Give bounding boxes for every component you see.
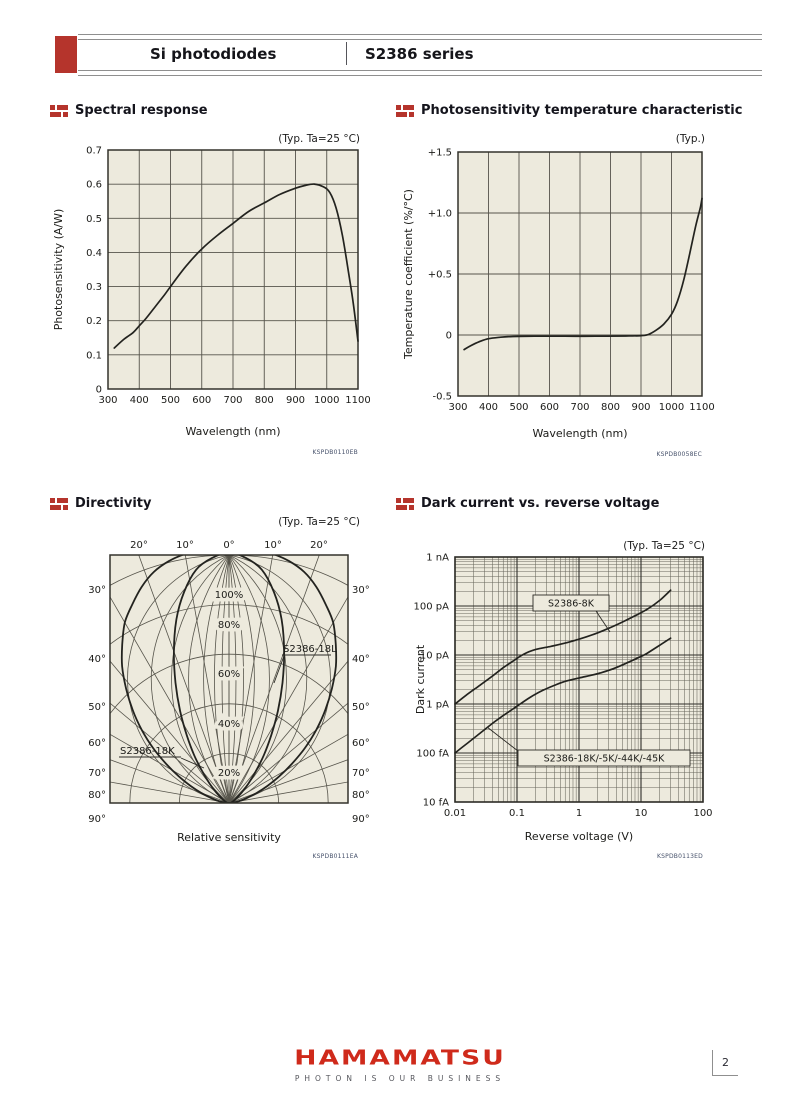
spectral-response-xlabel: Wavelength (nm) [185, 425, 281, 438]
section-bullet-icon [396, 498, 414, 510]
condition-label: (Typ. Ta=25 °C) [623, 540, 705, 552]
svg-text:800: 800 [600, 402, 621, 413]
radial-percent-label: 100% [214, 590, 244, 601]
header-rule-bottom [78, 70, 762, 76]
spectral-response-ylabel: Photosensitivity (A/W) [52, 208, 65, 331]
svg-text:80°: 80° [352, 790, 370, 801]
svg-text:1: 1 [575, 808, 583, 819]
svg-text:0.4: 0.4 [86, 247, 102, 259]
directivity-xlabel: Relative sensitivity [177, 831, 281, 844]
temperature-coefficient-xlabel: Wavelength (nm) [532, 427, 628, 440]
directivity-svg [78, 535, 378, 865]
svg-text:300: 300 [448, 402, 468, 413]
svg-text:30°: 30° [352, 585, 370, 596]
figure-code: KSPDB0058EC [656, 451, 702, 458]
svg-text:100 pA: 100 pA [413, 601, 449, 613]
svg-text:10°: 10° [176, 540, 194, 551]
svg-text:1100: 1100 [345, 395, 370, 406]
svg-text:800: 800 [254, 395, 274, 406]
directivity-chart [78, 535, 378, 869]
S2386-18K/-5K/-44K/-45K-label: S2386-18K/-5K/-44K/-45K [543, 753, 665, 765]
svg-text:50°: 50° [352, 702, 370, 713]
svg-text:30°: 30° [88, 585, 106, 596]
section-title: Spectral response [75, 103, 208, 118]
svg-text:1 nA: 1 nA [426, 552, 449, 564]
svg-text:0: 0 [95, 384, 102, 396]
svg-text:1000: 1000 [314, 395, 340, 406]
S2386-18L-label: S2386-18L [283, 644, 337, 655]
svg-text:700: 700 [570, 402, 590, 413]
logo-tagline: PHOTON IS OUR BUSINESS [294, 1074, 506, 1083]
svg-text:100: 100 [693, 808, 713, 819]
radial-percent-label: 80% [217, 620, 241, 631]
svg-text:1000: 1000 [658, 402, 685, 413]
svg-text:40°: 40° [88, 654, 106, 665]
svg-text:300: 300 [98, 395, 118, 406]
svg-text:90°: 90° [352, 814, 370, 825]
svg-text:0.7: 0.7 [86, 145, 102, 157]
svg-text:90°: 90° [88, 814, 106, 825]
svg-text:80°: 80° [88, 790, 106, 801]
svg-text:0.1: 0.1 [86, 350, 102, 362]
svg-text:70°: 70° [352, 768, 370, 779]
section-heading-temperature [396, 103, 742, 118]
svg-text:+0.5: +0.5 [427, 269, 452, 281]
radial-percent-label: 20% [217, 768, 241, 779]
svg-text:+1.5: +1.5 [427, 147, 452, 159]
figure-code: KSPDB0113ED [657, 853, 703, 860]
dark-current-svg [410, 535, 720, 865]
svg-text:400: 400 [478, 402, 499, 413]
svg-text:0.01: 0.01 [443, 808, 467, 819]
svg-text:500: 500 [160, 395, 181, 406]
page-number: 2 [712, 1050, 738, 1076]
header-red-block [55, 36, 77, 73]
svg-text:0.2: 0.2 [86, 316, 102, 328]
section-bullet-icon [396, 105, 414, 117]
figure-code: KSPDB0110EB [312, 449, 358, 456]
section-heading-directivity [50, 496, 151, 511]
svg-text:10°: 10° [264, 540, 282, 551]
svg-text:1100: 1100 [689, 402, 715, 413]
S2386-18K-label: S2386-18K [120, 746, 175, 757]
dark-current-ylabel: Dark current [414, 644, 427, 715]
temperature-characteristic-chart [390, 140, 720, 474]
svg-text:1 pA: 1 pA [426, 699, 449, 711]
svg-text:0°: 0° [223, 540, 235, 551]
svg-text:600: 600 [539, 402, 560, 413]
svg-text:70°: 70° [88, 768, 106, 779]
svg-text:+1.0: +1.0 [427, 208, 452, 220]
section-heading-dark-current [396, 496, 659, 511]
svg-text:20°: 20° [310, 540, 328, 551]
spectral-response-chart [40, 140, 370, 474]
svg-text:400: 400 [129, 395, 149, 406]
dark-current-xlabel: Reverse voltage (V) [524, 830, 634, 843]
svg-text:100 fA: 100 fA [416, 748, 449, 760]
svg-text:50°: 50° [88, 702, 106, 713]
header-divider [346, 42, 347, 65]
svg-text:0.1: 0.1 [509, 808, 525, 819]
svg-text:0.3: 0.3 [86, 282, 102, 294]
header-rule-top [78, 34, 762, 40]
dark-current-chart [410, 535, 720, 869]
section-heading-spectral-response [50, 103, 208, 118]
header-product-name: Si photodiodes [150, 45, 277, 63]
svg-text:900: 900 [285, 395, 306, 406]
S2386-8K-label: S2386-8K [548, 598, 594, 610]
svg-text:900: 900 [631, 402, 651, 413]
svg-text:600: 600 [192, 395, 212, 406]
hamamatsu-logo: HAMAMATSU [294, 1046, 506, 1070]
svg-text:60°: 60° [88, 738, 106, 749]
svg-text:10 fA: 10 fA [422, 797, 449, 809]
svg-text:40°: 40° [352, 654, 370, 665]
section-title: Photosensitivity temperature characteristic [421, 103, 743, 118]
svg-text:0.6: 0.6 [86, 179, 102, 191]
radial-percent-label: 40% [217, 719, 241, 730]
radial-percent-label: 60% [217, 669, 241, 680]
temperature-coefficient-svg [390, 140, 720, 470]
condition-label: (Typ. Ta=25 °C) [278, 133, 360, 145]
section-title: Directivity [75, 496, 152, 511]
figure-code: KSPDB0111EA [312, 853, 358, 860]
svg-text:60°: 60° [352, 738, 370, 749]
spectral-response-svg [40, 140, 370, 470]
section-title: Dark current vs. reverse voltage [421, 496, 660, 511]
header-series-name: S2386 series [365, 45, 474, 63]
svg-text:0.5: 0.5 [86, 213, 102, 225]
svg-text:500: 500 [509, 402, 529, 413]
section-bullet-icon [50, 498, 68, 510]
section-bullet-icon [50, 105, 68, 117]
svg-text:0: 0 [445, 330, 452, 342]
condition-label: (Typ.) [675, 133, 705, 145]
condition-label: (Typ. Ta=25 °C) [278, 516, 360, 528]
temperature-coefficient-ylabel: Temperature coefficient (%/°C) [402, 189, 415, 359]
svg-text:-0.5: -0.5 [432, 391, 452, 403]
svg-text:700: 700 [223, 395, 243, 406]
svg-text:10: 10 [634, 808, 648, 819]
svg-text:20°: 20° [130, 540, 148, 551]
svg-text:10 pA: 10 pA [419, 650, 449, 662]
